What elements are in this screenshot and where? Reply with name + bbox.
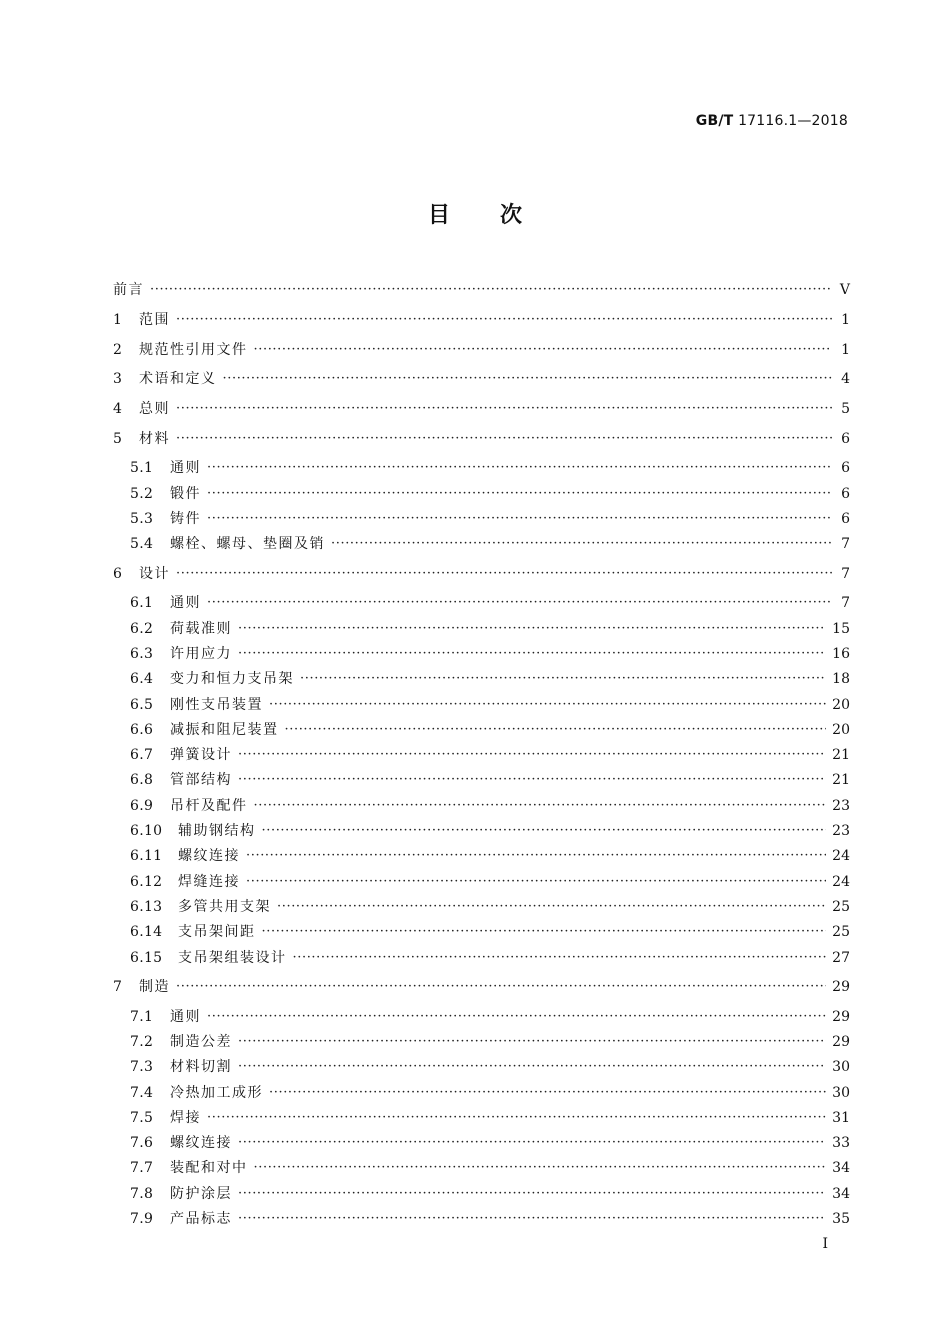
toc-entry-page: 1: [841, 311, 850, 328]
toc-entry[interactable]: [113, 667, 850, 691]
toc-entry-number: 7.8: [130, 1185, 154, 1202]
toc-leader-dots: [246, 870, 826, 894]
toc-entry-label: 制造公差: [170, 1033, 232, 1050]
toc-entry-number: 6.12: [130, 873, 163, 890]
toc-entry[interactable]: [113, 308, 850, 332]
toc-entry-label: 许用应力: [170, 645, 232, 662]
toc-entry-number: 7.6: [130, 1135, 154, 1152]
toc-entry-number: 6: [113, 566, 123, 582]
toc-entry-label: 吊杆及配件: [170, 797, 248, 814]
toc-entry[interactable]: [113, 920, 850, 944]
toc-entry-label: 制造: [139, 979, 170, 996]
toc-entry-label: 管部结构: [170, 772, 232, 789]
toc-leader-dots: [238, 1131, 826, 1155]
toc-entry-number: 6.11: [130, 848, 163, 865]
toc-entry[interactable]: [113, 768, 850, 792]
toc-entry[interactable]: [113, 1106, 850, 1130]
toc-entry-number: 6.10: [130, 823, 163, 839]
toc-entry-label: 前言: [113, 282, 144, 298]
toc-entry-page: 31: [832, 1109, 850, 1126]
toc-entry-label: 通则: [170, 1008, 201, 1025]
toc-entry[interactable]: [113, 532, 850, 556]
toc-entry-number: 6.8: [130, 772, 154, 789]
toc-entry[interactable]: [113, 1131, 850, 1155]
toc-entry-label: 通则: [170, 595, 201, 612]
toc-entry-page: 4: [841, 371, 850, 388]
toc-entry-page: 15: [832, 620, 850, 637]
toc-leader-dots: [238, 1055, 826, 1079]
toc-entry-number: 5.1: [130, 460, 154, 477]
toc-leader-dots: [331, 532, 832, 556]
toc-entry-label: 产品标志: [170, 1211, 232, 1227]
toc-entry-page: 20: [832, 696, 850, 713]
toc-entry-number: 7.9: [130, 1211, 154, 1227]
toc-entry-number: 6.14: [130, 924, 163, 941]
toc-leader-dots: [207, 1005, 826, 1029]
toc-leader-dots: [238, 743, 826, 767]
toc-leader-dots: [176, 975, 826, 999]
toc-leader-dots: [207, 591, 832, 615]
toc-leader-dots: [269, 693, 826, 717]
toc-entry-label: 装配和对中: [170, 1160, 248, 1177]
toc-leader-dots: [238, 617, 826, 641]
toc-entry[interactable]: [113, 794, 850, 818]
toc-entry-page: 29: [832, 979, 850, 996]
toc-entry[interactable]: [113, 743, 850, 767]
toc-entry[interactable]: [113, 718, 850, 742]
toc-leader-dots: [254, 1156, 827, 1180]
toc-entry-page: 34: [832, 1160, 850, 1177]
toc-entry-label: 设计: [139, 566, 170, 582]
toc-entry-number: 7.5: [130, 1109, 154, 1126]
toc-entry-page: 5: [841, 401, 850, 418]
toc-entry-label: 铸件: [170, 510, 201, 527]
toc-leader-dots: [285, 718, 827, 742]
toc-entry-page: 35: [832, 1211, 850, 1227]
toc-entry-label: 材料切割: [170, 1059, 232, 1076]
toc-entry-page: 29: [832, 1033, 850, 1050]
toc-entry[interactable]: [113, 642, 850, 666]
toc-leader-dots: [293, 946, 827, 970]
toc-entry[interactable]: [113, 1030, 850, 1054]
standard-code: 17116.1—2018: [738, 113, 848, 129]
toc-leader-dots: [238, 1030, 826, 1054]
toc-entry-number: 7.1: [130, 1008, 154, 1025]
toc-entry-label: 螺栓、螺母、垫圈及销: [170, 536, 325, 553]
toc-leader-dots: [262, 819, 827, 843]
toc-entry[interactable]: [113, 482, 850, 506]
toc-leader-dots: [176, 562, 832, 586]
toc-entry-page: 7: [841, 595, 850, 612]
toc-entry-label: 总则: [139, 401, 170, 418]
toc-entry-number: 7.3: [130, 1059, 154, 1076]
toc-leader-dots: [238, 768, 826, 792]
toc-entry-number: 6.9: [130, 797, 154, 814]
toc-entry-number: 6.1: [130, 595, 154, 612]
toc-entry-label: 支吊架组装设计: [178, 949, 287, 966]
toc-entry-page: 30: [832, 1084, 850, 1101]
toc-entry-number: 4: [113, 401, 123, 418]
toc-entry-page: 6: [841, 510, 850, 527]
toc-entry[interactable]: [113, 1156, 850, 1180]
toc-entry-label: 支吊架间距: [178, 924, 256, 941]
toc-leader-dots: [223, 367, 833, 391]
toc-leader-dots: [207, 507, 832, 531]
toc-entry[interactable]: [113, 338, 850, 362]
standard-prefix: GB/T: [695, 113, 734, 129]
toc-leader-dots: [262, 920, 827, 944]
toc-entry[interactable]: [113, 819, 850, 843]
toc-entry[interactable]: [113, 456, 850, 480]
toc-entry-label: 弹簧设计: [170, 747, 232, 764]
toc-entry-page: 30: [832, 1059, 850, 1076]
toc-entry[interactable]: [113, 591, 850, 615]
toc-entry[interactable]: [113, 1005, 850, 1029]
toc-entry-number: 1: [113, 311, 123, 328]
toc-entry-label: 范围: [139, 311, 170, 328]
toc-entry-page: 7: [841, 536, 850, 553]
toc-entry[interactable]: [113, 617, 850, 641]
toc-entry-page: 23: [832, 823, 850, 839]
toc-entry-page: 34: [832, 1185, 850, 1202]
toc-entry-page: 6: [841, 485, 850, 502]
toc-entry[interactable]: [113, 562, 850, 586]
toc-entry-label: 焊缝连接: [178, 873, 240, 890]
toc-entry[interactable]: [113, 367, 850, 391]
toc-entry-label: 螺纹连接: [178, 848, 240, 865]
toc-entry-label: 刚性支吊装置: [170, 696, 263, 713]
toc-entry[interactable]: [113, 278, 850, 302]
toc-entry-number: 5.4: [130, 536, 154, 553]
toc-leader-dots: [246, 844, 826, 868]
toc-entry-page: 29: [832, 1008, 850, 1025]
toc-entry-label: 术语和定义: [139, 371, 217, 388]
toc-entry-number: 6.6: [130, 721, 154, 738]
toc-leader-dots: [207, 482, 832, 506]
toc-entry-page: 27: [832, 949, 850, 966]
toc-entry-label: 多管共用支架: [178, 898, 271, 915]
toc-entry-page: Ⅴ: [839, 282, 850, 298]
toc-leader-dots: [238, 1207, 826, 1231]
toc-entry-number: 6.15: [130, 949, 163, 966]
toc-entry-number: 5.3: [130, 510, 154, 527]
toc-leader-dots: [277, 895, 826, 919]
standard-number: [696, 113, 848, 129]
toc-entry-number: 7.4: [130, 1084, 154, 1101]
toc-entry-number: 6.4: [130, 671, 154, 688]
toc-entry[interactable]: [113, 844, 850, 868]
toc-leader-dots: [207, 1106, 826, 1130]
toc-entry-label: 辅助钢结构: [178, 823, 256, 839]
toc-entry-page: 6: [841, 460, 850, 477]
toc-entry-page: 25: [832, 924, 850, 941]
toc-entry-number: 5.2: [130, 485, 154, 502]
toc-entry-page: 24: [832, 848, 850, 865]
toc-entry-label: 材料: [139, 431, 170, 447]
toc-entry[interactable]: [113, 946, 850, 970]
toc-entry-label: 螺纹连接: [170, 1135, 232, 1152]
toc-entry[interactable]: [113, 895, 850, 919]
toc-entry-label: 通则: [170, 460, 201, 477]
toc-leader-dots: [300, 667, 826, 691]
toc-entry-label: 变力和恒力支吊架: [170, 671, 294, 688]
toc-entry-page: 16: [832, 645, 850, 662]
toc-leader-dots: [176, 427, 832, 451]
toc-entry-label: 防护涂层: [170, 1185, 232, 1202]
toc-entry[interactable]: [113, 975, 850, 999]
toc-leader-dots: [207, 456, 832, 480]
toc-entry-number: 2: [113, 341, 123, 358]
toc-leader-dots: [269, 1081, 826, 1105]
toc-entry-label: 荷载准则: [170, 620, 232, 637]
toc-leader-dots: [254, 338, 833, 362]
page-folio: I: [822, 1236, 828, 1252]
toc-entry[interactable]: [113, 507, 850, 531]
toc-title: 目次: [427, 203, 572, 228]
toc-leader-dots: [176, 397, 832, 421]
toc-entry-page: 23: [832, 797, 850, 814]
toc-leader-dots: [238, 642, 826, 666]
toc-entry-label: 冷热加工成形: [170, 1084, 263, 1101]
toc-entry-number: 6.5: [130, 696, 154, 713]
toc-entry-number: 6.13: [130, 898, 163, 915]
toc-entry-page: 20: [832, 721, 850, 738]
toc-entry[interactable]: [113, 427, 850, 451]
toc-entry-number: 6.7: [130, 747, 154, 764]
toc-entry-number: 7: [113, 979, 123, 996]
toc-entry-page: 6: [841, 431, 850, 447]
toc-entry-number: 6.2: [130, 620, 154, 637]
toc-entry[interactable]: [113, 1055, 850, 1079]
toc-entry-page: 21: [832, 747, 850, 764]
toc-entry-page: 25: [832, 898, 850, 915]
toc-entry[interactable]: [113, 1207, 850, 1231]
toc-leader-dots: [254, 794, 827, 818]
toc-entry-label: 焊接: [170, 1109, 201, 1126]
toc-entry-number: 3: [113, 371, 123, 388]
toc-entry-number: 7.7: [130, 1160, 154, 1177]
toc-entry-label: 减振和阻尼装置: [170, 721, 279, 738]
toc-entry[interactable]: [113, 397, 850, 421]
toc-entry[interactable]: [113, 870, 850, 894]
toc-entry-page: 21: [832, 772, 850, 789]
toc-leader-dots: [238, 1182, 826, 1206]
toc-entry-number: 5: [113, 431, 123, 447]
toc-entry-page: 7: [841, 566, 850, 582]
toc-leader-dots: [176, 308, 832, 332]
toc-entry[interactable]: [113, 1182, 850, 1206]
toc-entry[interactable]: [113, 1081, 850, 1105]
toc-leader-dots: [150, 278, 832, 302]
toc-entry-page: 1: [841, 341, 850, 358]
toc-entry-number: 6.3: [130, 645, 154, 662]
toc-entry-label: 锻件: [170, 485, 201, 502]
toc-entry-number: 7.2: [130, 1033, 154, 1050]
toc-entry-page: 18: [832, 671, 850, 688]
toc-entry-label: 规范性引用文件: [139, 341, 248, 358]
toc-entry-page: 24: [832, 873, 850, 890]
toc-entry[interactable]: [113, 693, 850, 717]
toc-entry-page: 33: [832, 1135, 850, 1152]
